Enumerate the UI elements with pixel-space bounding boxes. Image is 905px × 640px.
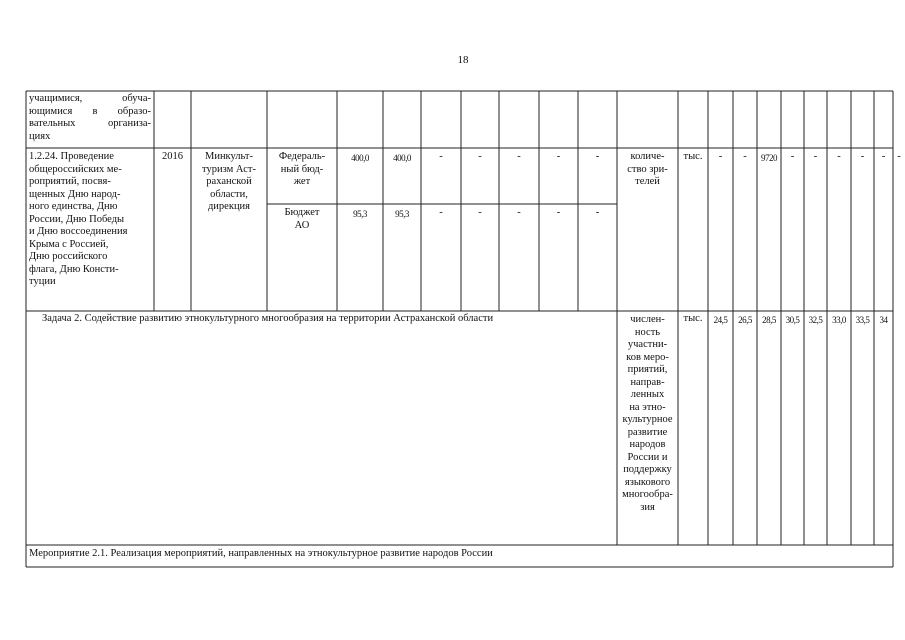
source-line: ный бюд-	[280, 163, 324, 175]
name-line: щенных Дню народ-	[29, 188, 121, 200]
indicator-line: развитие	[627, 426, 668, 438]
indicator-line: зия	[640, 501, 655, 513]
indicator-line: числен-	[630, 314, 665, 325]
funding-dash: -	[439, 207, 443, 218]
funding-dash: -	[478, 207, 482, 218]
funding-dash: -	[556, 207, 561, 218]
page-number: 18	[457, 54, 469, 66]
source-line: жет	[293, 176, 311, 187]
funding-dash: -	[556, 151, 561, 162]
indicator-line: приятий,	[627, 364, 668, 375]
prev-row-line: учащимися, обуча-	[29, 93, 151, 104]
row-1224-unit: тыс.	[683, 151, 703, 162]
indicator-line: направ-	[630, 376, 665, 388]
source-line: Бюджет	[284, 207, 320, 218]
row-1224-year: 2016	[162, 151, 183, 162]
name-line: России, Дню Победы	[29, 213, 125, 225]
funding-total: 95,3	[353, 209, 367, 219]
row-1224-executor	[191, 151, 267, 214]
funding-dash: -	[595, 207, 600, 218]
indicator-line: ность	[634, 326, 661, 338]
task2-unit: тыс.	[683, 313, 703, 324]
indicator-line: ство зри-	[627, 163, 668, 175]
task2-value: 30,5	[785, 315, 800, 325]
row-1224-value: -	[860, 151, 865, 162]
executor-line: туризм Аст-	[202, 163, 256, 175]
row-1224-value: 9720	[761, 153, 777, 163]
indicator-line: народов	[629, 439, 666, 450]
indicator-line: участни-	[627, 339, 668, 350]
task2-value: 28,5	[762, 315, 776, 325]
row-1224-value: -	[837, 151, 841, 162]
funding-source-federal	[267, 151, 337, 189]
task2-value: 24,5	[713, 315, 728, 325]
name-line: флага, Дню Консти-	[29, 263, 119, 275]
funding-dash: -	[517, 151, 521, 162]
name-line: 1.2.24. Проведение	[29, 151, 114, 162]
funding-2016: 95,3	[395, 209, 409, 219]
executor-line: раханской	[206, 176, 252, 187]
task2-value: 34	[879, 315, 888, 325]
funding-dash: -	[595, 151, 600, 162]
event21-text: Мероприятие 2.1. Реализация мероприятий, направленных на этнокультурное развитие народов России	[29, 548, 493, 559]
name-line: и Дню воссоединения	[29, 226, 128, 237]
indicator-line: ков меро-	[626, 351, 669, 363]
indicator-line: поддержку	[623, 464, 672, 475]
row-1224-value: -	[813, 151, 818, 162]
row-1224-value: -	[743, 151, 747, 162]
prev-row-line: ющимися в образо-	[29, 105, 151, 117]
name-line: общероссийских ме-	[29, 163, 122, 175]
prev-row-text	[29, 93, 151, 143]
task2-value: 33,5	[855, 315, 870, 325]
executor-line: Минкульт-	[204, 151, 254, 162]
source-line: Федераль-	[278, 151, 326, 162]
indicator-line: культурное	[622, 414, 673, 425]
task2-indicator	[617, 314, 678, 514]
row-1224-value: -	[718, 151, 723, 162]
prev-row-line: циях	[29, 130, 51, 142]
task2-text: Задача 2. Содействие развитию этнокультурного многообразия на территории Астраханской области	[42, 313, 494, 324]
name-line: Крыма с Россией,	[29, 238, 109, 250]
funding-dash: -	[439, 151, 443, 162]
name-line: роприятий, посвя-	[29, 176, 111, 187]
row-1224-value: -	[897, 151, 901, 162]
name-line: ного единства, Дню	[29, 201, 118, 212]
row-1224-indicator	[617, 151, 678, 189]
task2-value: 26,5	[738, 315, 752, 325]
name-line: Дню российского	[29, 251, 108, 262]
funding-2016: 400,0	[393, 153, 411, 163]
executor-line: дирекция	[207, 201, 251, 212]
indicator-line: России и	[627, 451, 668, 463]
prev-row-line: вательных организа-	[29, 118, 151, 129]
name-line: туции	[29, 276, 56, 287]
executor-line: области,	[210, 188, 248, 200]
funding-source-regional	[267, 207, 337, 232]
task2-value: 33,0	[832, 315, 846, 325]
row-1224-value: -	[790, 151, 795, 162]
indicator-line: телей	[635, 176, 660, 187]
indicator-line: количе-	[630, 151, 665, 162]
indicator-line: многообра-	[622, 489, 673, 500]
funding-total: 400,0	[351, 153, 369, 163]
task2-value: 32,5	[808, 315, 823, 325]
indicator-line: на этно-	[629, 401, 666, 413]
source-line: АО	[294, 219, 310, 231]
funding-dash: -	[478, 151, 482, 162]
row-1224-name	[29, 151, 153, 289]
indicator-line: языкового	[624, 476, 671, 488]
indicator-line: ленных	[630, 389, 665, 400]
funding-dash: -	[517, 207, 521, 218]
row-1224-value: -	[881, 151, 886, 162]
